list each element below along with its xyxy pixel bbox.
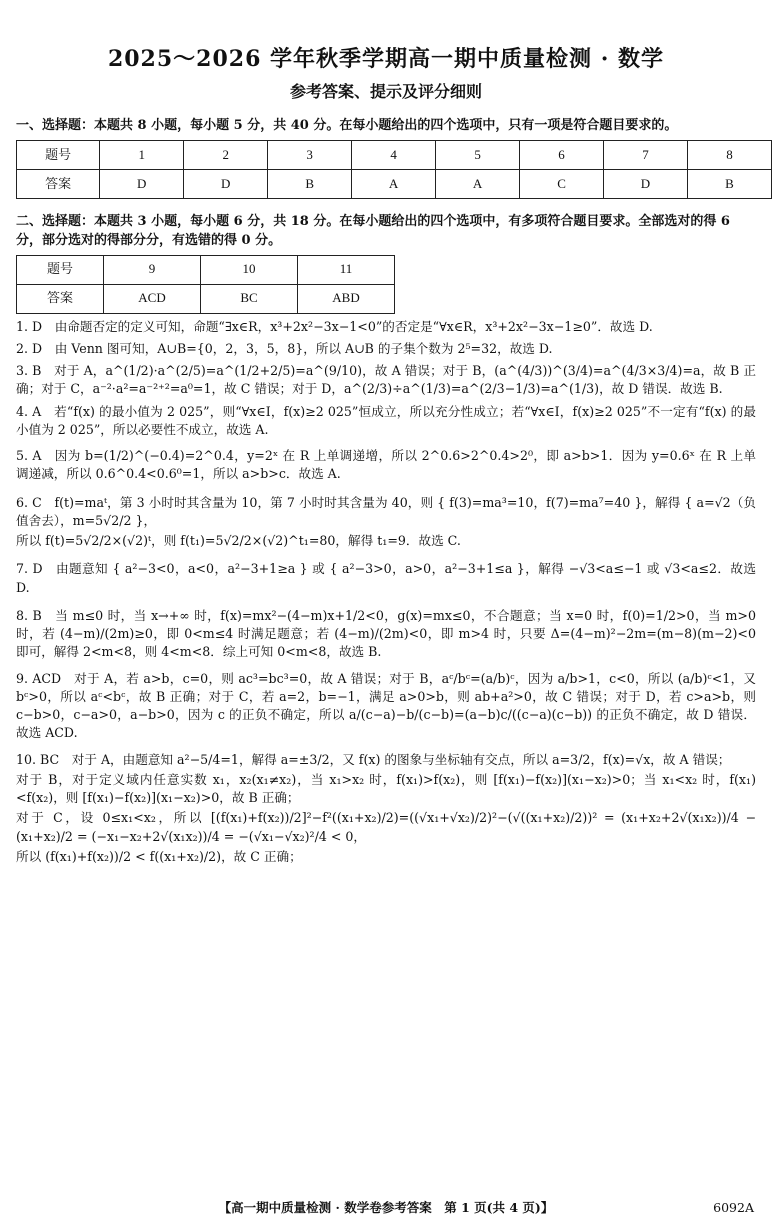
table-cell: 题号 (17, 255, 104, 284)
page-title: 2025～2026 学年秋季学期高一期中质量检测 · 数学 (107, 46, 665, 72)
answer-table-multiple-choice (16, 255, 395, 314)
table-cell: D (604, 169, 688, 198)
table-cell: D (100, 169, 184, 198)
table-cell: 2 (184, 140, 268, 169)
table-cell: 9 (104, 255, 201, 284)
solution-6: 6. C f(t)=maᵗ，第 3 小时时其含量为 10，第 7 小时时其含量为 40，则 { f(3)=ma³=10，f(7)=ma⁷=40 }，解得 { a=√2（负值舍去），m=5√2/2 }， 所以 f(t)=5√2/2×(√2)ᵗ，则 f(t₁)=5√2/2×(√2)^t₁=80，解得 t₁=9．故选 C. (16, 494, 756, 549)
table-cell: A (436, 169, 520, 198)
solution-1: 1. D 由命题否定的定义可知，命题“∃x∈R，x³+2x²−3x−1<0”的否定是“∀x∈R，x³+2x²−3x−1≥0”．故选 D. (16, 318, 653, 334)
section-2-heading: 二、选择题：本题共 3 小题，每小题 6 分，共 18 分。在每小题给出的四个选项中，有多项符合题目要求。全部选对的得 6 分，部分选对的得部分分，有选错的得 0 分。 (16, 213, 730, 248)
table-cell: 答案 (17, 284, 104, 313)
table-cell: 答案 (17, 169, 100, 198)
table-cell: 8 (687, 140, 771, 169)
solution-8: 8. B 当 m≤0 时，当 x→+∞ 时，f(x)=mx²−(4−m)x+1/2<0，g(x)=mx≤0，不合题意；当 x=0 时，f(0)=1/2>0，当 m>0 时，若 (4−m)/(2m)≥0，即 0<m≤4 时满足题意；若 (4−m)/(2m)<0，即 m>4 时，只要 Δ=(4−m)²−2m=(m−8)(m−2)<0 即可，解得 2<m<8，则 4<m<8．综上可知 0<m<8，故选 B. (16, 607, 756, 660)
table-cell: 7 (604, 140, 688, 169)
footer-text: 【高一期中质量检测 · 数学卷参考答案 第 1 页(共 4 页)】 (218, 1199, 554, 1215)
table-cell: BC (201, 284, 298, 313)
solution-4: 4. A 若“f(x) 的最小值为 2 025”，则“∀x∈I，f(x)≥2 025”恒成立，所以充分性成立；若“∀x∈I，f(x)≥2 025”不一定有“f(x) 的最小值为 2 025”，所以必要性不成立，故选 A. (16, 403, 756, 437)
table-cell: ABD (298, 284, 395, 313)
solution-5: 5. A 因为 b=(1/2)^(−0.4)=2^0.4，y=2ˣ 在 R 上单调递增，所以 2^0.6>2^0.4>2⁰，即 a>b>1．因为 y=0.6ˣ 在 R 上单调递减，所以 0.6^0.4<0.6⁰=1，所以 a>b>c．故选 A. (16, 448, 756, 482)
section-1-heading: 一、选择题：本题共 8 小题，每小题 5 分，共 40 分。在每小题给出的四个选项中，只有一项是符合题目要求的。 (16, 118, 678, 134)
page-subtitle: 参考答案、提示及评分细则 (289, 81, 482, 101)
table-cell: 1 (100, 140, 184, 169)
table-cell: A (352, 169, 436, 198)
table-cell: C (520, 169, 604, 198)
table-cell: D (184, 169, 268, 198)
table-cell: B (268, 169, 352, 198)
answer-table-single-choice (16, 140, 772, 199)
solution-10: 10. BC 对于 A，由题意知 a²−5/4=1，解得 a=±3/2，又 f(x) 的图象与坐标轴有交点，所以 a=3/2，f(x)=√x，故 A 错误； 对于 B，对于定义域内任意实数 x₁，x₂(x₁≠x₂)，当 x₁>x₂ 时，f(x₁)>f(x₂)，则 [f(x₁)−f(x₂)](x₁−x₂)>0；当 x₁<x₂ 时，f(x₁)<f(x₂)，则 [f(x₁)−f(x₂)](x₁−x₂)>0，故 B 正确； 对于 C，设 0≤x₁<x₂，所以 [(f(x₁)+f(x₂))/2]²−f²((x₁+x₂)/2)=((√x₁+√x₂)/2)²−(√((x₁+x₂)/2))² = (x₁+x₂+2√(x₁x₂))/4 − (x₁+x₂)/2 = (−x₁−x₂+2√(x₁x₂))/4 = −(√x₁−√x₂)²/4 < 0， 所以 (f(x₁)+f(x₂))/2 < f((x₁+x₂)/2)，故 C 正确； (16, 751, 756, 864)
solution-3: 3. B 对于 A，a^(1/2)·a^(2/5)=a^(1/2+2/5)=a^(9/10)，故 A 错误；对于 B，(a^(4/3))^(3/4)=a^(4/3×3/4)=a，故 B 正确；对于 C，a⁻²·a²=a⁻²⁺²=a⁰=1，故 C 错误；对于 D，a^(2/3)÷a^(1/3)=a^(2/3−1/3)=a^(1/3)，故 D 错误．故选 B. (16, 363, 756, 397)
table-cell: 3 (268, 140, 352, 169)
table-row (17, 255, 395, 284)
table-cell: 题号 (17, 140, 100, 169)
table-cell: B (687, 169, 771, 198)
page-footer (0, 1199, 772, 1217)
table-cell: 4 (352, 140, 436, 169)
table-cell: 6 (520, 140, 604, 169)
table-cell: ACD (104, 284, 201, 313)
solution-9: 9. ACD 对于 A，若 a>b，c=0，则 ac³=bc³=0，故 A 错误；对于 B，aᶜ/bᶜ=(a/b)ᶜ，因为 a/b>1，c<0，所以 (a/b)ᶜ<1，又 bᶜ>0，所以 aᶜ<bᶜ，故 B 正确；对于 C，若 a=2，b=−1，满足 a>0>b，则 ab+a²>0，故 C 错误；对于 D，若 c>a>b，则 c−b>0，c−a>0，a−b>0，因为 c 的正负不确定，所以 a/(c−a)−b/(c−b)=(a−b)c/((c−a)(c−b)) 的正负不确定，故 D 错误．故选 ACD. (16, 670, 756, 741)
table-cell: 11 (298, 255, 395, 284)
table-row (17, 140, 772, 169)
solution-2: 2. D 由 Venn 图可知，A∪B={0，2，3，5，8}，所以 A∪B 的子集个数为 2⁵=32，故选 D. (16, 340, 553, 356)
table-row (17, 169, 772, 198)
solution-7: 7. D 由题意知 { a²−3<0，a<0，a²−3+1≥a } 或 { a²−3>0，a>0，a²−3+1≤a }，解得 −√3<a≤−1 或 √3<a≤2．故选 D. (16, 561, 756, 595)
table-cell: 10 (201, 255, 298, 284)
table-row (17, 284, 395, 313)
footer-code: 6092A (713, 1199, 754, 1215)
table-cell: 5 (436, 140, 520, 169)
document-page (0, 44, 772, 1231)
